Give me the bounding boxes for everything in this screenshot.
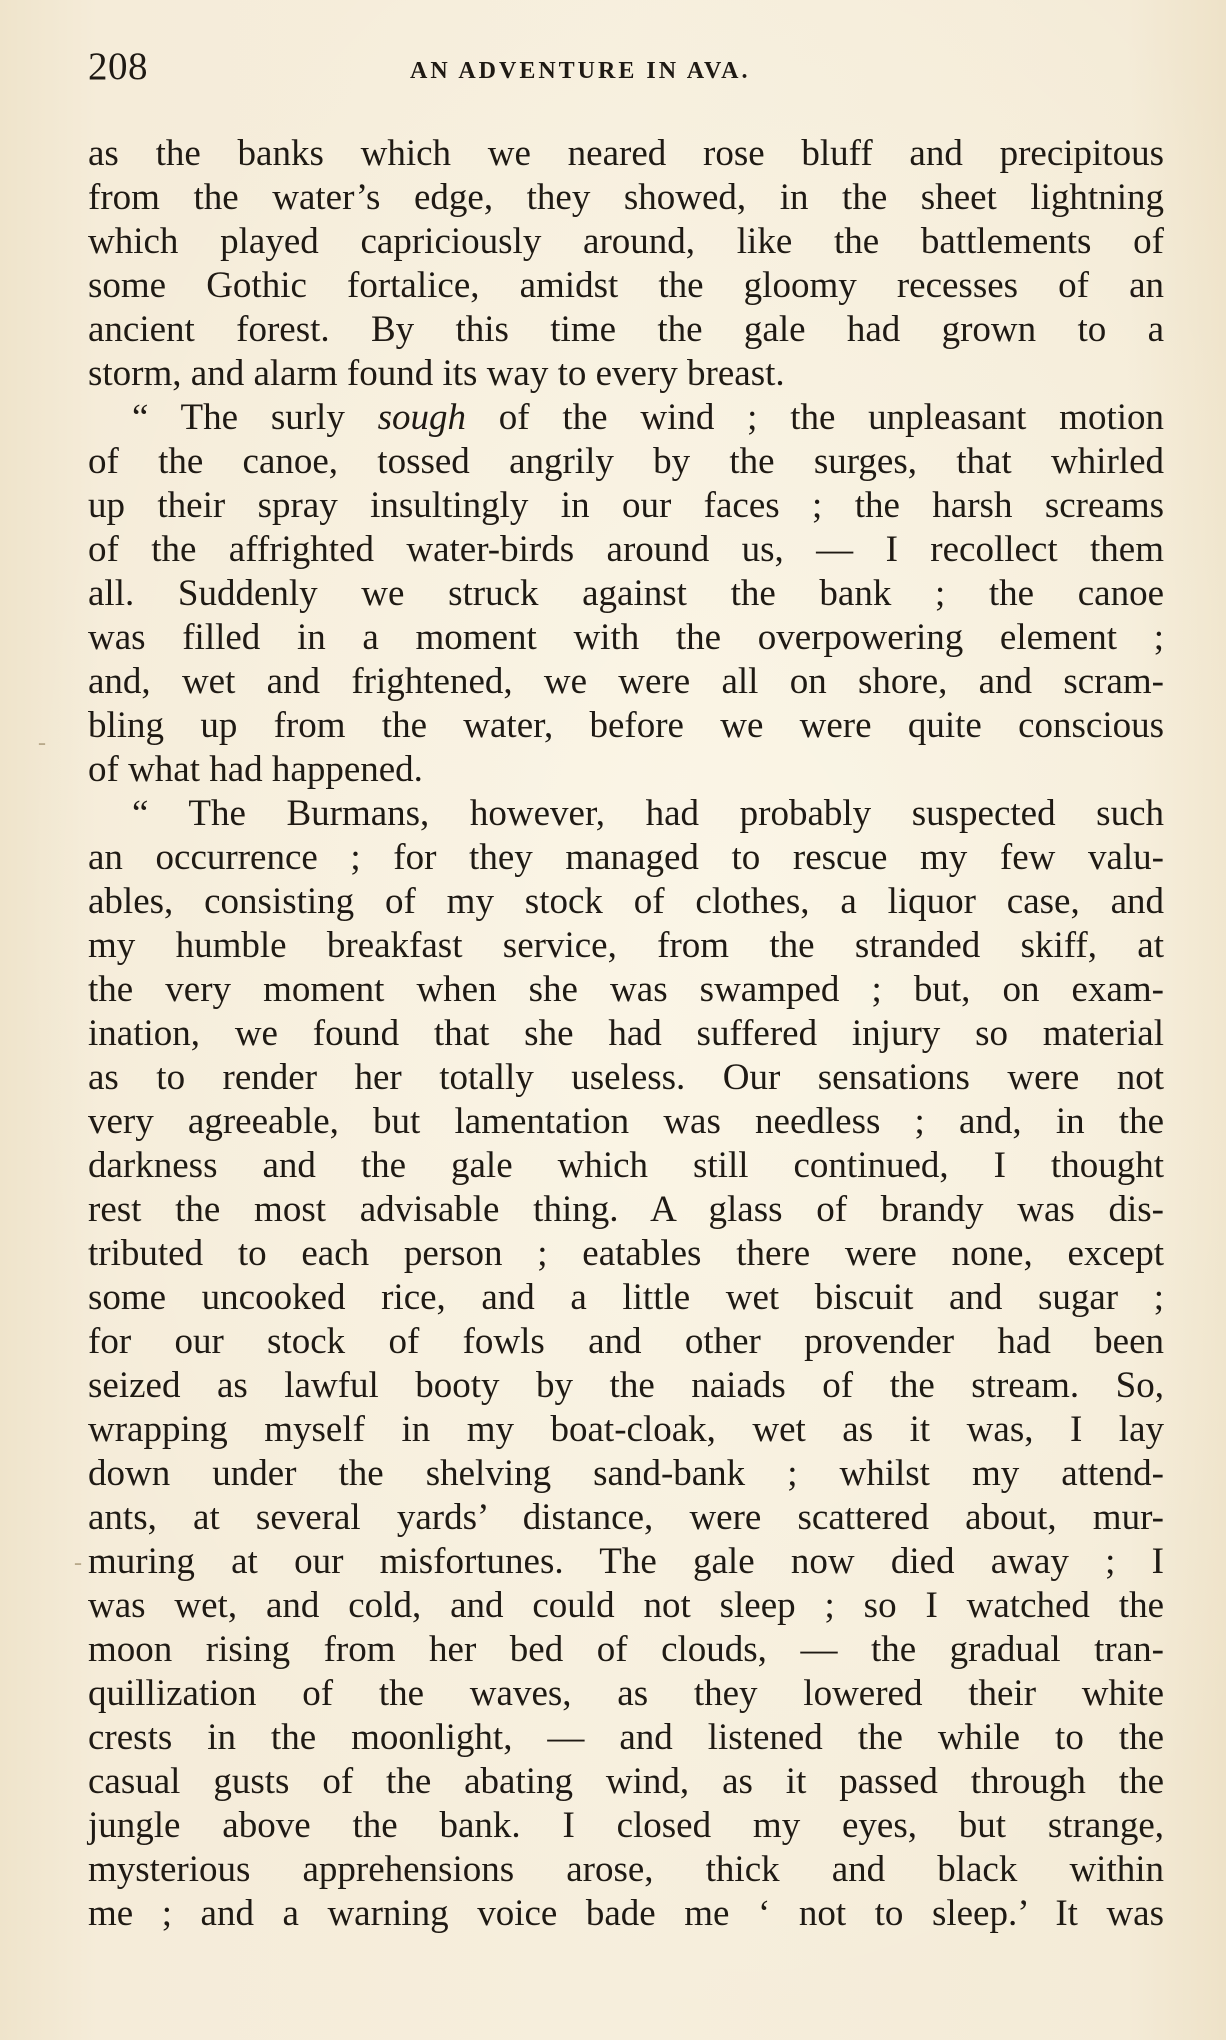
text-line: was wet, and cold, and could not sleep ; so I watched the xyxy=(88,1585,1164,1626)
text-line: and, wet and frightened, we were all on shore, and scram- xyxy=(88,661,1164,702)
text-line: jungle above the bank. I closed my eyes, but strange, xyxy=(88,1805,1164,1846)
text-line: some Gothic fortalice, amidst the gloomy recesses of an xyxy=(88,265,1164,306)
text-line: rest the most advisable thing. A glass of brandy was dis- xyxy=(88,1189,1164,1230)
text-line: ancient forest. By this time the gale had grown to a xyxy=(88,309,1164,350)
text-line: which played capriciously around, like the battlements of xyxy=(88,221,1164,262)
text-segment: “ The surly xyxy=(132,397,345,438)
text-line: the very moment when she was swamped ; but, on exam- xyxy=(88,969,1164,1010)
text-line: of the affrighted water-birds around us, — I recollect them xyxy=(88,529,1164,570)
italic-word: sough xyxy=(377,397,467,438)
text-line: as to render her totally useless. Our sensations were not xyxy=(88,1057,1164,1098)
text-line xyxy=(88,396,1164,440)
text-line: ants, at several yards’ distance, were scattered about, mur- xyxy=(88,1497,1164,1538)
text-line: up their spray insultingly in our faces ; the harsh screams xyxy=(88,485,1164,526)
text-line: quillization of the waves, as they lowered their white xyxy=(88,1673,1164,1714)
text-line: for our stock of fowls and other provender had been xyxy=(88,1321,1164,1362)
page-header xyxy=(88,44,1170,94)
text-line: mysterious apprehensions arose, thick and black within xyxy=(88,1849,1164,1890)
text-line: of the canoe, tossed angrily by the surges, that whirled xyxy=(88,441,1164,482)
text-line: bling up from the water, before we were quite conscious xyxy=(88,705,1164,746)
body-text xyxy=(88,132,1164,1936)
text-line: moon rising from her bed of clouds, — the gradual tran- xyxy=(88,1629,1164,1670)
margin-mark: - xyxy=(38,730,46,756)
text-line: an occurrence ; for they managed to rescue my few valu- xyxy=(88,837,1164,878)
text-segment: of the wind ; the unpleasant motion xyxy=(498,397,1165,438)
text-line: tributed to each person ; eatables there were none, except xyxy=(88,1233,1164,1274)
text-line: ination, we found that she had suffered injury so material xyxy=(88,1013,1164,1054)
running-head: AN ADVENTURE IN AVA. xyxy=(410,58,751,84)
text-line: as the banks which we neared rose bluff and precipitous xyxy=(88,133,1164,174)
text-line: very agreeable, but lamentation was needless ; and, in the xyxy=(88,1101,1164,1142)
text-line: all. Suddenly we struck against the bank ; the canoe xyxy=(88,573,1164,614)
text-line: down under the shelving sand-bank ; whilst my attend- xyxy=(88,1453,1164,1494)
text-line: of what had happened. xyxy=(88,749,423,790)
margin-mark: - xyxy=(74,1550,82,1576)
text-line: from the water’s edge, they showed, in the sheet lightning xyxy=(88,177,1164,218)
text-line: me ; and a warning voice bade me ‘ not to sleep.’ It was xyxy=(88,1893,1164,1934)
text-line: storm, and alarm found its way to every breast. xyxy=(88,353,785,394)
text-line: wrapping myself in my boat-cloak, wet as it was, I lay xyxy=(88,1409,1164,1450)
text-line: casual gusts of the abating wind, as it passed through the xyxy=(88,1761,1164,1802)
text-line: some uncooked rice, and a little wet biscuit and sugar ; xyxy=(88,1277,1164,1318)
page-number: 208 xyxy=(88,45,148,88)
text-line: crests in the moonlight, — and listened the while to the xyxy=(88,1717,1164,1758)
text-line: darkness and the gale which still continued, I thought xyxy=(88,1145,1164,1186)
text-line: ables, consisting of my stock of clothes, a liquor case, and xyxy=(88,881,1164,922)
text-line: my humble breakfast service, from the stranded skiff, at xyxy=(88,925,1164,966)
text-line: muring at our misfortunes. The gale now died away ; I xyxy=(88,1541,1164,1582)
text-line: seized as lawful booty by the naiads of the stream. So, xyxy=(88,1365,1164,1406)
text-line: “ The Burmans, however, had probably suspected such xyxy=(132,793,1164,834)
text-line: was filled in a moment with the overpowering element ; xyxy=(88,617,1164,658)
